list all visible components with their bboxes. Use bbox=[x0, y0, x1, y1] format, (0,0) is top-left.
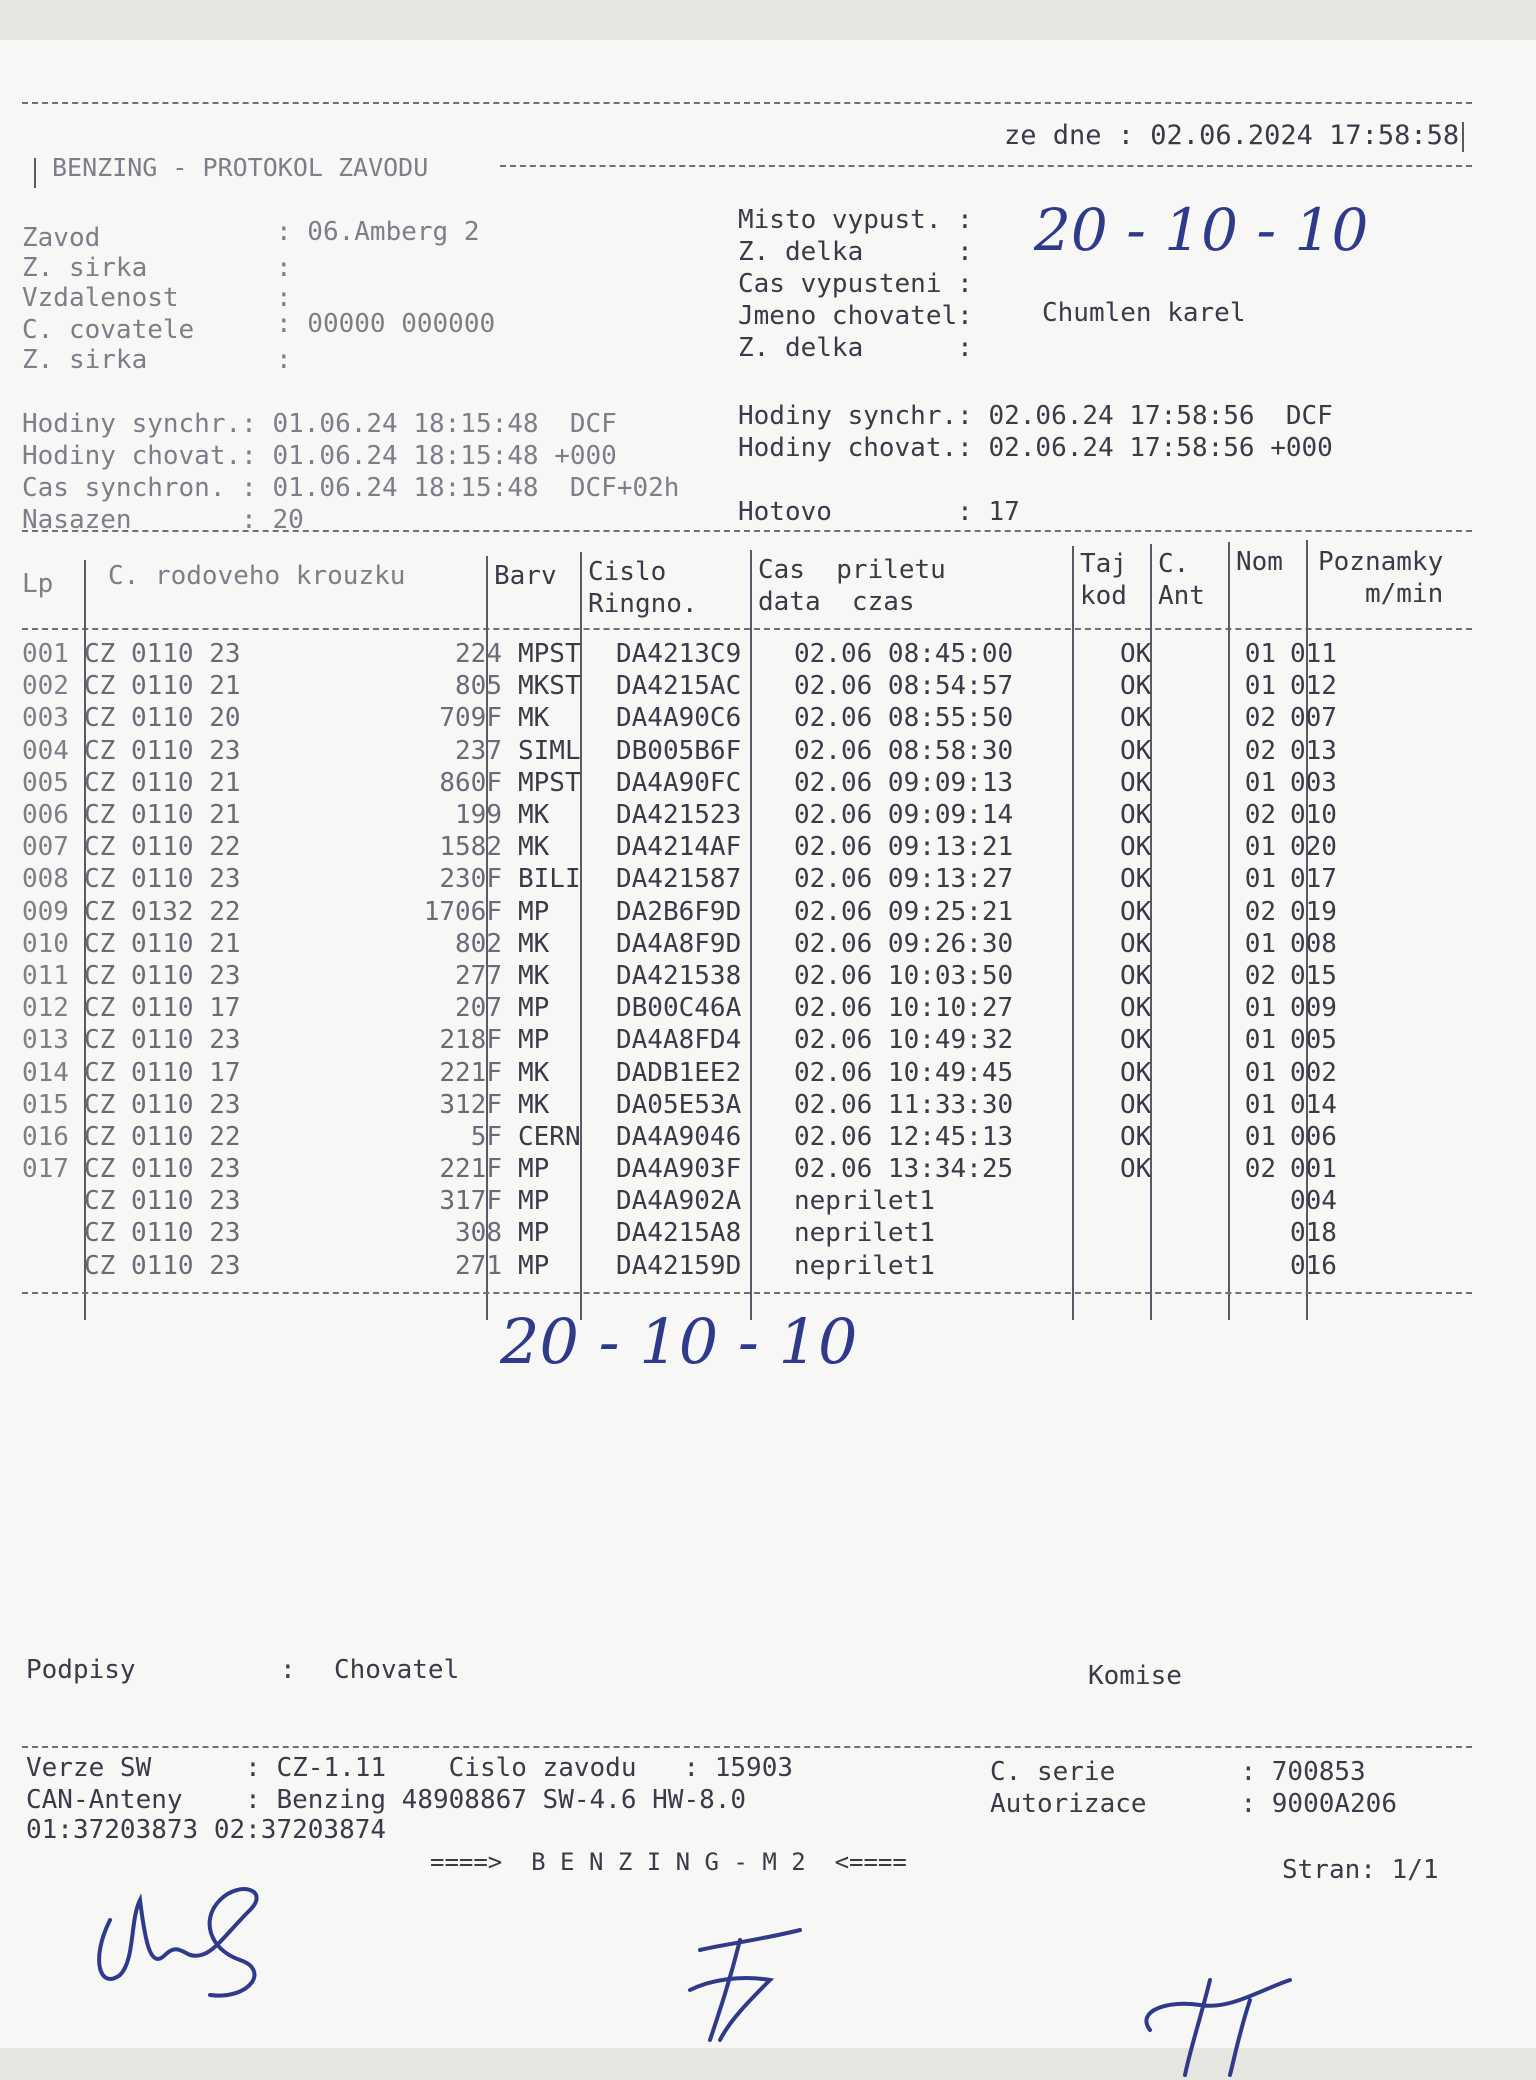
footer-line: CAN-Anteny : Benzing 48908867 SW-4.6 HW-8.0 bbox=[26, 1785, 747, 1815]
ring-prefix: CZ 0110 21 bbox=[84, 767, 241, 798]
signature-commission-1 bbox=[660, 1920, 820, 2048]
row-ringno: DA4A9046 bbox=[616, 1121, 742, 1152]
row-nom: 006 bbox=[1290, 1121, 1337, 1152]
row-lp: 004 bbox=[22, 735, 69, 766]
row-code: OK bbox=[1120, 960, 1152, 991]
table-row bbox=[22, 799, 1360, 831]
row-ring bbox=[84, 1250, 512, 1282]
row-nom: 010 bbox=[1290, 800, 1337, 831]
row-antenna: 01 bbox=[1244, 1057, 1276, 1088]
footer-line: 01:37203873 02:37203874 bbox=[26, 1815, 387, 1845]
table-row bbox=[22, 992, 1360, 1024]
ring-number: 317F bbox=[439, 1186, 502, 1217]
row-color: MP bbox=[518, 993, 550, 1024]
row-lp: 009 bbox=[22, 896, 69, 927]
info-label: Z. sirka bbox=[22, 345, 148, 375]
row-nom: 008 bbox=[1290, 928, 1337, 959]
row-color: MP bbox=[518, 1186, 550, 1217]
row-ring bbox=[84, 863, 512, 895]
ring-prefix: CZ 0132 22 bbox=[84, 896, 241, 927]
ring-prefix: CZ 0110 20 bbox=[84, 703, 241, 734]
row-ringno: DA421523 bbox=[616, 800, 742, 831]
row-lp: 013 bbox=[22, 1025, 69, 1056]
row-lp: 002 bbox=[22, 671, 69, 702]
row-ring bbox=[84, 1185, 512, 1217]
row-arrival: 02.06 11:33:30 bbox=[794, 1089, 1014, 1120]
col-taj: Taj kod bbox=[1080, 549, 1127, 611]
row-antenna: 01 bbox=[1244, 1121, 1276, 1152]
row-antenna: 02 bbox=[1244, 703, 1276, 734]
row-lp: 017 bbox=[22, 1154, 69, 1185]
row-ring bbox=[84, 799, 512, 831]
row-color: MPST bbox=[518, 767, 581, 798]
row-ringno: DA4215A8 bbox=[616, 1218, 742, 1249]
row-antenna: 01 bbox=[1244, 832, 1276, 863]
ring-number: 277 bbox=[455, 960, 502, 991]
row-nom: 003 bbox=[1290, 767, 1337, 798]
sync-line: Hodiny synchr.: 01.06.24 18:15:48 DCF bbox=[22, 409, 617, 439]
row-ringno: DA4A90C6 bbox=[616, 703, 742, 734]
footer-line: Autorizace : 9000A206 bbox=[990, 1789, 1397, 1819]
ring-prefix: CZ 0110 21 bbox=[84, 671, 241, 702]
info-value: : bbox=[276, 345, 292, 375]
row-ringno: DA4215AC bbox=[616, 671, 742, 702]
row-color: MK bbox=[518, 832, 550, 863]
row-lp bbox=[22, 1250, 84, 1282]
table-row bbox=[22, 1121, 1360, 1153]
row-antenna: 01 bbox=[1244, 928, 1276, 959]
row-nom: 004 bbox=[1290, 1186, 1337, 1217]
ring-number: 207 bbox=[455, 993, 502, 1024]
row-code: OK bbox=[1120, 671, 1152, 702]
row-arrival: 02.06 09:09:14 bbox=[794, 800, 1014, 831]
row-color: MK bbox=[518, 703, 550, 734]
ring-number: 1582 bbox=[439, 832, 502, 863]
info-value: : 00000 000000 bbox=[276, 309, 496, 339]
table-row bbox=[22, 1250, 1360, 1282]
row-lp: 003 bbox=[22, 703, 69, 734]
done-count: Hotovo : 17 bbox=[738, 497, 1020, 527]
row-lp bbox=[22, 1185, 84, 1217]
row-ringno: DA4A903F bbox=[616, 1154, 742, 1185]
row-color: CERN bbox=[518, 1121, 581, 1152]
row-ring bbox=[84, 1024, 512, 1056]
ring-number: 218F bbox=[439, 1025, 502, 1056]
row-code: OK bbox=[1120, 864, 1152, 895]
ring-prefix: CZ 0110 23 bbox=[84, 1186, 241, 1217]
col-barv: Barv bbox=[494, 561, 557, 591]
info-value: : 06.Amberg 2 bbox=[276, 217, 480, 247]
row-arrival: 02.06 10:03:50 bbox=[794, 960, 1014, 991]
ring-number: 860F bbox=[439, 767, 502, 798]
col-pozn: Poznamky m/min bbox=[1318, 547, 1444, 609]
row-color: MK bbox=[518, 1057, 550, 1088]
row-ring bbox=[84, 1121, 512, 1153]
row-code: OK bbox=[1120, 928, 1152, 959]
row-color: MP bbox=[518, 1250, 550, 1281]
row-color: MP bbox=[518, 1154, 550, 1185]
row-ringno: DA42159D bbox=[616, 1250, 742, 1281]
ring-number: 230F bbox=[439, 864, 502, 895]
row-lp: 014 bbox=[22, 1057, 69, 1088]
row-nom: 013 bbox=[1290, 735, 1337, 766]
row-code: OK bbox=[1120, 767, 1152, 798]
sync-line-right: Hodiny chovat.: 02.06.24 17:58:56 +000 bbox=[738, 433, 1333, 463]
row-antenna: 02 bbox=[1244, 896, 1276, 927]
row-arrival: 02.06 09:26:30 bbox=[794, 928, 1014, 959]
row-arrival: 02.06 10:10:27 bbox=[794, 993, 1014, 1024]
row-nom: 007 bbox=[1290, 703, 1337, 734]
row-color: MK bbox=[518, 928, 550, 959]
row-code: OK bbox=[1120, 896, 1152, 927]
ring-prefix: CZ 0110 23 bbox=[84, 960, 241, 991]
ring-prefix: CZ 0110 23 bbox=[84, 864, 241, 895]
ring-prefix: CZ 0110 23 bbox=[84, 1154, 241, 1185]
row-code: OK bbox=[1120, 993, 1152, 1024]
col-cislo: Cislo Ringno. bbox=[588, 557, 698, 619]
row-arrival: 02.06 08:55:50 bbox=[794, 703, 1014, 734]
row-ringno: DA421538 bbox=[616, 960, 742, 991]
handwritten-note: 20 - 10 - 10 bbox=[500, 1305, 858, 1378]
border-right bbox=[1462, 122, 1464, 152]
row-color: MK bbox=[518, 1089, 550, 1120]
row-antenna: 02 bbox=[1244, 735, 1276, 766]
info-value: : bbox=[276, 253, 292, 283]
row-ring bbox=[84, 831, 512, 863]
row-antenna: 01 bbox=[1244, 993, 1276, 1024]
row-color: MK bbox=[518, 800, 550, 831]
row-lp: 008 bbox=[22, 864, 69, 895]
row-nom: 005 bbox=[1290, 1025, 1337, 1056]
row-arrival: 02.06 09:09:13 bbox=[794, 767, 1014, 798]
row-antenna: 02 bbox=[1244, 1154, 1276, 1185]
row-arrival: 02.06 08:54:57 bbox=[794, 671, 1014, 702]
row-nom: 015 bbox=[1290, 960, 1337, 991]
row-arrival: neprilet1 bbox=[794, 1250, 935, 1281]
row-arrival: 02.06 09:13:27 bbox=[794, 864, 1014, 895]
row-nom: 014 bbox=[1290, 1089, 1337, 1120]
row-ring bbox=[84, 1217, 512, 1249]
row-lp: 006 bbox=[22, 800, 69, 831]
row-code: OK bbox=[1120, 832, 1152, 863]
row-lp: 007 bbox=[22, 832, 69, 863]
row-code: OK bbox=[1120, 1025, 1152, 1056]
row-arrival: 02.06 10:49:32 bbox=[794, 1025, 1014, 1056]
row-ringno: DA4A8FD4 bbox=[616, 1025, 742, 1056]
table-row bbox=[22, 1185, 1360, 1217]
signatures-label: Podpisy bbox=[26, 1655, 136, 1685]
row-antenna: 01 bbox=[1244, 639, 1276, 670]
row-ringno: DB005B6F bbox=[616, 735, 742, 766]
commission-signature-label: Komise bbox=[1088, 1661, 1182, 1691]
row-code bbox=[1112, 1250, 1196, 1282]
protocol-sheet bbox=[0, 40, 1536, 2048]
table-row bbox=[22, 638, 1360, 670]
row-ringno: DA4A90FC bbox=[616, 767, 742, 798]
row-ringno: DA4214AF bbox=[616, 832, 742, 863]
ring-number: 805 bbox=[455, 671, 502, 702]
row-ring bbox=[84, 896, 512, 928]
row-ring bbox=[84, 670, 512, 702]
ring-number: 709F bbox=[439, 703, 502, 734]
row-lp: 012 bbox=[22, 993, 69, 1024]
row-code: OK bbox=[1120, 1057, 1152, 1088]
row-nom: 009 bbox=[1290, 993, 1337, 1024]
row-nom: 018 bbox=[1290, 1218, 1337, 1249]
row-color: BILI bbox=[518, 864, 581, 895]
sync-line: Nasazen : 20 bbox=[22, 505, 304, 535]
row-arrival: 02.06 09:13:21 bbox=[794, 832, 1014, 863]
row-lp: 005 bbox=[22, 767, 69, 798]
table-row bbox=[22, 896, 1360, 928]
table-row bbox=[22, 1089, 1360, 1121]
row-color: MK bbox=[518, 960, 550, 991]
ring-number: 237 bbox=[455, 735, 502, 766]
row-color: MP bbox=[518, 896, 550, 927]
table-row bbox=[22, 863, 1360, 895]
row-arrival: 02.06 10:49:45 bbox=[794, 1057, 1014, 1088]
row-lp: 010 bbox=[22, 928, 69, 959]
row-code: OK bbox=[1120, 1121, 1152, 1152]
row-code: OK bbox=[1120, 639, 1152, 670]
divider bbox=[22, 1746, 1472, 1748]
row-code: OK bbox=[1120, 1154, 1152, 1185]
row-color: MP bbox=[518, 1025, 550, 1056]
row-ringno: DADB1EE2 bbox=[616, 1057, 742, 1088]
ring-number: 271 bbox=[455, 1250, 502, 1281]
row-lp: 015 bbox=[22, 1089, 69, 1120]
page-number: Stran: 1/1 bbox=[1282, 1855, 1439, 1885]
row-arrival: 02.06 08:45:00 bbox=[794, 639, 1014, 670]
table-row bbox=[22, 960, 1360, 992]
row-ringno: DA4A8F9D bbox=[616, 928, 742, 959]
row-lp bbox=[22, 1217, 84, 1249]
col-nom: Nom bbox=[1236, 547, 1283, 577]
row-lp: 011 bbox=[22, 960, 69, 991]
signature-breeder bbox=[80, 1860, 300, 2000]
row-code: OK bbox=[1120, 703, 1152, 734]
divider bbox=[22, 1292, 1472, 1294]
row-arrival: 02.06 09:25:21 bbox=[794, 896, 1014, 927]
ring-prefix: CZ 0110 17 bbox=[84, 993, 241, 1024]
row-color: MP bbox=[518, 1218, 550, 1249]
row-color: MKST bbox=[518, 671, 581, 702]
border-left bbox=[34, 158, 36, 188]
row-ring bbox=[84, 960, 512, 992]
row-antenna: 01 bbox=[1244, 1089, 1276, 1120]
row-arrival: 02.06 08:58:30 bbox=[794, 735, 1014, 766]
ring-number: 308 bbox=[455, 1218, 502, 1249]
info-right-label: Cas vypusteni : bbox=[738, 269, 973, 299]
table-row bbox=[22, 767, 1360, 799]
sync-line-right: Hodiny synchr.: 02.06.24 17:58:56 DCF bbox=[738, 401, 1333, 431]
row-ringno: DA4213C9 bbox=[616, 639, 742, 670]
row-antenna: 01 bbox=[1244, 864, 1276, 895]
row-code bbox=[1112, 1217, 1196, 1249]
results-table bbox=[22, 638, 1360, 1282]
sync-line: Cas synchron. : 01.06.24 18:15:48 DCF+02h bbox=[22, 473, 680, 503]
ring-prefix: CZ 0110 23 bbox=[84, 1218, 241, 1249]
row-lp: 001 bbox=[22, 639, 69, 670]
row-ring bbox=[84, 735, 512, 767]
row-nom: 017 bbox=[1290, 864, 1337, 895]
divider bbox=[500, 165, 1472, 167]
row-antenna: 02 bbox=[1244, 960, 1276, 991]
ring-number: 312F bbox=[439, 1089, 502, 1120]
row-code bbox=[1112, 1185, 1196, 1217]
sync-line: Hodiny chovat.: 01.06.24 18:15:48 +000 bbox=[22, 441, 617, 471]
row-nom: 002 bbox=[1290, 1057, 1337, 1088]
row-ring bbox=[84, 638, 512, 670]
row-nom: 019 bbox=[1290, 896, 1337, 927]
info-label: Zavod bbox=[22, 223, 101, 253]
signatures-separator: : bbox=[280, 1655, 296, 1685]
footer-line: C. serie : 700853 bbox=[990, 1757, 1366, 1787]
row-ring bbox=[84, 702, 512, 734]
row-antenna: 01 bbox=[1244, 1025, 1276, 1056]
table-row bbox=[22, 702, 1360, 734]
ring-number: 221F bbox=[439, 1154, 502, 1185]
row-arrival: 02.06 13:34:25 bbox=[794, 1154, 1014, 1185]
row-antenna: 02 bbox=[1244, 800, 1276, 831]
row-arrival: neprilet1 bbox=[794, 1186, 935, 1217]
info-right-label: Z. delka : bbox=[738, 333, 973, 363]
report-title: BENZING - PROTOKOL ZAVODU bbox=[52, 153, 429, 182]
info-label: C. covatele bbox=[22, 315, 195, 345]
row-antenna bbox=[1196, 1250, 1284, 1282]
divider bbox=[22, 628, 1472, 630]
row-color: MPST bbox=[518, 639, 581, 670]
ring-prefix: CZ 0110 21 bbox=[84, 800, 241, 831]
divider bbox=[22, 102, 1472, 104]
info-label: Vzdalenost bbox=[22, 283, 179, 313]
table-row bbox=[22, 670, 1360, 702]
row-lp: 016 bbox=[22, 1121, 69, 1152]
ring-number: 224 bbox=[455, 639, 502, 670]
table-row bbox=[22, 1024, 1360, 1056]
row-ring bbox=[84, 1056, 512, 1088]
ring-prefix: CZ 0110 21 bbox=[84, 928, 241, 959]
ring-prefix: CZ 0110 23 bbox=[84, 1250, 241, 1281]
results-body bbox=[22, 638, 1360, 1282]
col-cas: Cas priletu data czas bbox=[758, 555, 946, 617]
table-row bbox=[22, 1217, 1360, 1249]
row-code: OK bbox=[1120, 735, 1152, 766]
ring-prefix: CZ 0110 17 bbox=[84, 1057, 241, 1088]
breeder-signature-label: Chovatel bbox=[334, 1655, 460, 1685]
table-row bbox=[22, 1056, 1360, 1088]
col-ring: C. rodoveho krouzku bbox=[108, 561, 406, 591]
row-nom: 001 bbox=[1290, 1154, 1337, 1185]
signature-commission-2 bbox=[1130, 1970, 1300, 2080]
row-ring bbox=[84, 767, 512, 799]
row-nom: 020 bbox=[1290, 832, 1337, 863]
row-antenna bbox=[1196, 1217, 1284, 1249]
row-ringno: DA4A902A bbox=[616, 1186, 742, 1217]
ring-number: 221F bbox=[439, 1057, 502, 1088]
footer-line: Verze SW : CZ-1.11 Cislo zavodu : 15903 bbox=[26, 1753, 794, 1783]
row-ring bbox=[84, 1089, 512, 1121]
row-ringno: DA2B6F9D bbox=[616, 896, 742, 927]
info-label: Z. sirka bbox=[22, 253, 148, 283]
divider bbox=[22, 530, 1472, 532]
row-code: OK bbox=[1120, 1089, 1152, 1120]
ring-prefix: CZ 0110 22 bbox=[84, 832, 241, 863]
row-nom: 016 bbox=[1290, 1250, 1337, 1281]
row-ring bbox=[84, 928, 512, 960]
ring-number: 1706F bbox=[423, 896, 502, 927]
table-row bbox=[22, 831, 1360, 863]
info-right-label: Jmeno chovatel: bbox=[738, 301, 973, 331]
table-row bbox=[22, 928, 1360, 960]
brand-line: ====> B E N Z I N G - M 2 <==== bbox=[430, 1848, 907, 1876]
row-ringno: DA421587 bbox=[616, 864, 742, 895]
row-antenna: 01 bbox=[1244, 767, 1276, 798]
table-row bbox=[22, 735, 1360, 767]
row-antenna: 01 bbox=[1244, 671, 1276, 702]
row-ring bbox=[84, 992, 512, 1024]
row-ring bbox=[84, 1153, 512, 1185]
row-ringno: DA05E53A bbox=[616, 1089, 742, 1120]
row-nom: 012 bbox=[1290, 671, 1337, 702]
info-value: : bbox=[276, 283, 292, 313]
ring-prefix: CZ 0110 23 bbox=[84, 639, 241, 670]
row-arrival: 02.06 12:45:13 bbox=[794, 1121, 1014, 1152]
table-row bbox=[22, 1153, 1360, 1185]
row-nom: 011 bbox=[1290, 639, 1337, 670]
breeder-name: Chumlen karel bbox=[1042, 298, 1246, 328]
ring-prefix: CZ 0110 23 bbox=[84, 1025, 241, 1056]
row-code: OK bbox=[1120, 800, 1152, 831]
handwritten-note: 20 - 10 - 10 bbox=[1034, 196, 1369, 264]
info-right-label: Misto vypust. : bbox=[738, 205, 973, 235]
row-ringno: DB00C46A bbox=[616, 993, 742, 1024]
col-ant: C. Ant bbox=[1158, 549, 1205, 611]
ring-prefix: CZ 0110 23 bbox=[84, 1089, 241, 1120]
report-date: ze dne : 02.06.2024 17:58:58 bbox=[1004, 120, 1460, 151]
ring-prefix: CZ 0110 23 bbox=[84, 735, 241, 766]
ring-number: 5F bbox=[470, 1121, 502, 1152]
col-lp: Lp bbox=[22, 569, 54, 599]
ring-number: 199 bbox=[455, 800, 502, 831]
row-color: SIML bbox=[518, 735, 581, 766]
info-right-label: Z. delka : bbox=[738, 237, 973, 267]
ring-prefix: CZ 0110 22 bbox=[84, 1121, 241, 1152]
row-antenna bbox=[1196, 1185, 1284, 1217]
ring-number: 802 bbox=[455, 928, 502, 959]
row-arrival: neprilet1 bbox=[794, 1218, 935, 1249]
